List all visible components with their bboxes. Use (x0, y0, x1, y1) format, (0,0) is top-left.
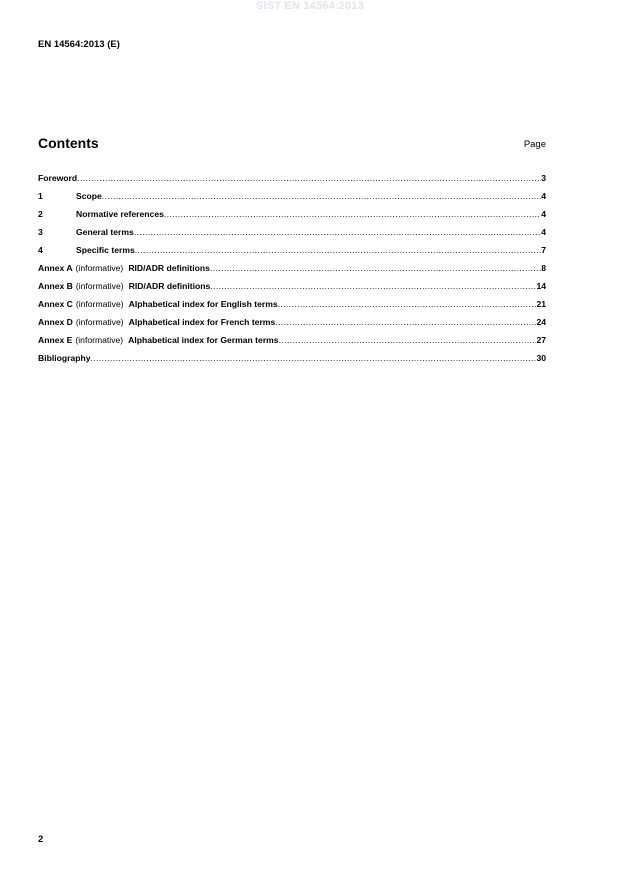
toc-annex-label: Annex D (38, 317, 73, 327)
toc-leader-dots (278, 299, 537, 309)
toc-entry-number: 1 (38, 191, 43, 201)
toc-entry-title: Bibliography (38, 353, 91, 363)
toc-entry-annex-d[interactable] (38, 317, 546, 335)
toc-entry-title: Normative references (76, 209, 164, 219)
toc-entry-number: 2 (38, 209, 43, 219)
toc-entry-number: 4 (38, 245, 43, 255)
toc-annex-kind: (informative) (75, 335, 124, 345)
toc-annex-kind: (informative) (75, 263, 124, 273)
toc-entry-page: 7 (541, 245, 546, 255)
toc-entry-page: 8 (541, 263, 546, 273)
toc-entry-bibliography[interactable] (38, 353, 546, 371)
toc-entry-title: Specific terms (76, 245, 135, 255)
toc-annex-kind: (informative) (75, 281, 124, 291)
document-id: EN 14564:2013 (E) (38, 39, 120, 50)
toc-annex-kind: (informative) (75, 299, 124, 309)
toc-leader-dots (275, 317, 536, 327)
toc-entry-annex-b[interactable] (38, 281, 546, 299)
toc-entry-number: 3 (38, 227, 43, 237)
toc-entry-title: Alphabetical index for English terms (128, 299, 278, 309)
toc-entry-page: 4 (541, 227, 546, 237)
toc-annex-label: Annex C (38, 299, 73, 309)
toc-entry-foreword[interactable] (38, 173, 546, 191)
toc-entry-page: 30 (536, 353, 546, 363)
toc-annex-label: Annex B (38, 281, 73, 291)
toc-leader-dots (164, 209, 541, 219)
toc-annex-kind: (informative) (75, 317, 124, 327)
toc-leader-dots (134, 227, 541, 237)
toc-entry-page: 3 (541, 173, 546, 183)
toc-leader-dots (102, 191, 541, 201)
toc-annex-label: Annex A (38, 263, 73, 273)
toc-entry-title: Foreword (38, 173, 78, 183)
toc-entry-scope[interactable] (38, 191, 546, 209)
toc-entry-page: 24 (536, 317, 546, 327)
toc-entry-page: 14 (536, 281, 546, 291)
toc-entry-title: RID/ADR definitions (128, 281, 211, 291)
toc-leader-dots (91, 353, 537, 363)
toc-entry-annex-e[interactable] (38, 335, 546, 353)
toc-entry-annex-a[interactable] (38, 263, 546, 281)
toc-entry-title: Alphabetical index for French terms (128, 317, 276, 327)
toc-annex-label: Annex E (38, 335, 73, 345)
toc-entry-page: 27 (536, 335, 546, 345)
toc-entry-annex-c[interactable] (38, 299, 546, 317)
toc-leader-dots (210, 263, 541, 273)
toc-entry-title: General terms (76, 227, 134, 237)
toc-leader-dots (279, 335, 537, 345)
page-column-label: Page (523, 139, 546, 150)
contents-heading: Contents (38, 135, 99, 151)
toc-entry-general-terms[interactable] (38, 227, 546, 245)
toc-entry-normative-references[interactable] (38, 209, 546, 227)
page-number: 2 (38, 834, 44, 845)
toc-entry-page: 21 (536, 299, 546, 309)
toc-leader-dots (210, 281, 536, 291)
toc-entry-page: 4 (541, 191, 546, 201)
toc-entry-title: RID/ADR definitions (128, 263, 210, 273)
toc-entry-specific-terms[interactable] (38, 245, 546, 263)
toc-entry-title: Scope (76, 191, 102, 201)
watermark: SIST EN 14564:2013 (255, 0, 365, 12)
toc-entry-title: Alphabetical index for German terms (128, 335, 279, 345)
toc-leader-dots (77, 173, 541, 183)
toc-entry-page: 4 (541, 209, 546, 219)
toc-leader-dots (135, 245, 541, 255)
table-of-contents (38, 173, 546, 371)
